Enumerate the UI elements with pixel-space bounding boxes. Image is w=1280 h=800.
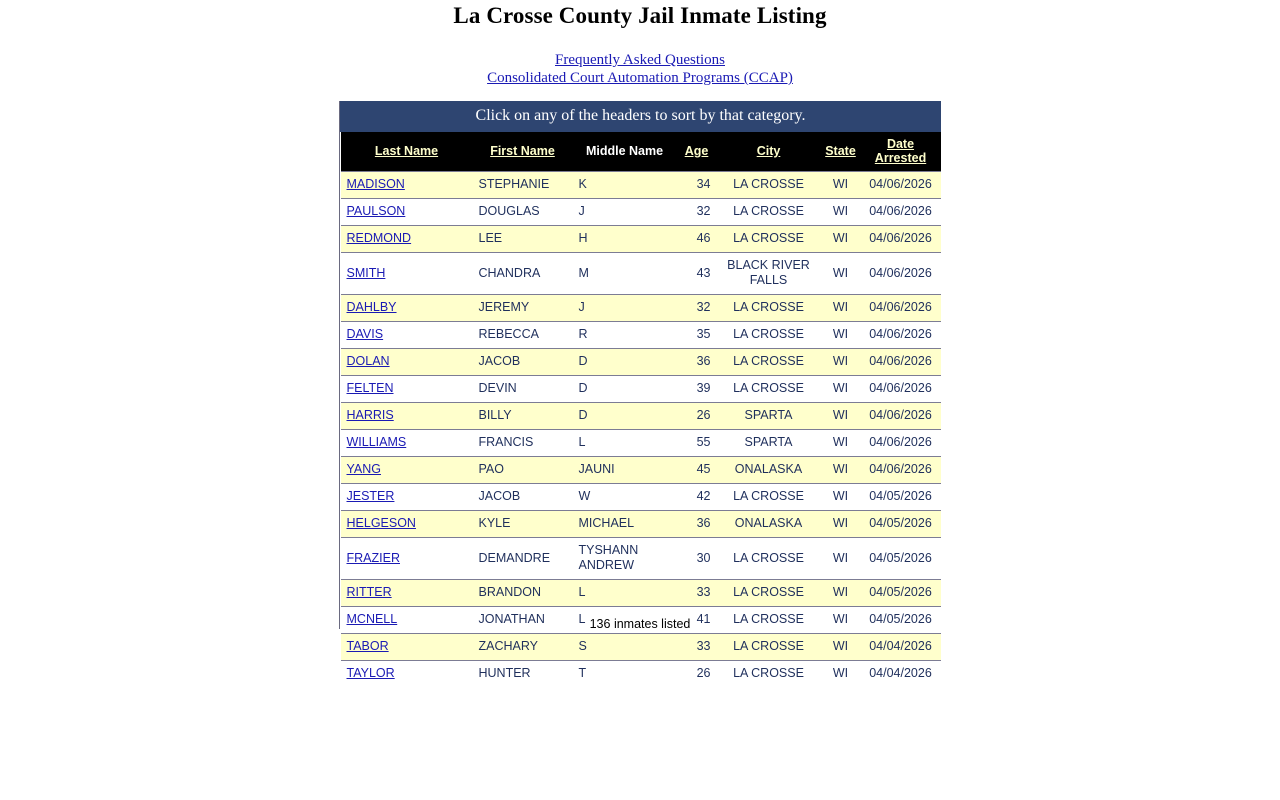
sort-banner-row [341,102,941,132]
cell-age: 26 [677,661,717,688]
cell-first-name: CHANDRA [473,253,573,295]
cell-first-name: STEPHANIE [473,172,573,199]
cell-last-name[interactable] [341,253,473,295]
column-header-row [341,132,941,172]
cell-state: WI [821,634,861,661]
cell-first-name: KYLE [473,511,573,538]
cell-last-name[interactable] [341,634,473,661]
cell-date-arrested: 04/05/2026 [861,580,941,607]
cell-date-arrested: 04/06/2026 [861,322,941,349]
inmate-detail-link[interactable]: MADISON [346,177,405,191]
cell-first-name: FRANCIS [473,430,573,457]
cell-age: 33 [677,580,717,607]
cell-last-name[interactable] [341,430,473,457]
page-title: La Crosse County Jail Inmate Listing [453,3,827,28]
cell-city: LA CROSSE [717,226,821,253]
table-row [341,634,941,661]
cell-city: LA CROSSE [717,661,821,688]
inmate-detail-link[interactable]: HELGESON [346,516,416,530]
inmate-detail-link[interactable]: REDMOND [346,231,412,245]
inmate-detail-link[interactable]: DAHLBY [346,300,397,314]
cell-age: 41 [677,607,717,634]
inmate-detail-link[interactable]: JESTER [346,489,395,503]
cell-middle-name: T [573,661,677,688]
cell-middle-name: L [573,580,677,607]
inmate-detail-link[interactable]: RITTER [346,585,392,599]
sort-banner-text: Click on any of the headers to sort by that category. [341,102,941,132]
cell-city: LA CROSSE [717,538,821,580]
cell-age: 35 [677,322,717,349]
cell-middle-name: J [573,295,677,322]
cell-age: 43 [677,253,717,295]
cell-first-name: JACOB [473,349,573,376]
link-ccap[interactable]: Consolidated Court Automation Programs (CCAP) [487,70,793,86]
cell-last-name[interactable] [341,403,473,430]
cell-first-name: JONATHAN [473,607,573,634]
cell-first-name: JACOB [473,484,573,511]
cell-date-arrested: 04/06/2026 [861,430,941,457]
cell-state: WI [821,511,861,538]
cell-last-name[interactable] [341,226,473,253]
cell-middle-name: MICHAEL [573,511,677,538]
cell-age: 26 [677,403,717,430]
table-row [341,376,941,403]
cell-age: 45 [677,457,717,484]
cell-middle-name: D [573,403,677,430]
inmate-count-label: 136 inmates listed [589,617,691,631]
inmate-detail-link[interactable]: TAYLOR [346,666,395,680]
cell-last-name[interactable] [341,484,473,511]
inmate-listing-table [340,101,941,687]
inmate-detail-link[interactable]: DAVIS [346,327,384,341]
cell-state: WI [821,199,861,226]
cell-age: 39 [677,376,717,403]
cell-middle-name: L [573,607,677,634]
cell-date-arrested: 04/06/2026 [861,349,941,376]
cell-state: WI [821,661,861,688]
cell-middle-name: JAUNI [573,457,677,484]
inmate-table-container [339,101,941,680]
cell-city: SPARTA [717,430,821,457]
inmate-detail-link[interactable]: YANG [346,462,381,476]
cell-state: WI [821,226,861,253]
cell-last-name[interactable] [341,172,473,199]
cell-city: LA CROSSE [717,199,821,226]
table-row [341,226,941,253]
sort-link-first-name[interactable]: First Name [490,144,555,158]
cell-last-name[interactable] [341,580,473,607]
cell-middle-name: R [573,322,677,349]
table-row [341,199,941,226]
sort-link-date-arrested[interactable]: Date Arrested [874,137,927,165]
cell-age: 42 [677,484,717,511]
cell-last-name[interactable] [341,295,473,322]
cell-first-name: BILLY [473,403,573,430]
cell-state: WI [821,607,861,634]
cell-last-name[interactable] [341,661,473,688]
cell-middle-name: K [573,172,677,199]
table-row [341,430,941,457]
cell-first-name: ZACHARY [473,634,573,661]
cell-state: WI [821,403,861,430]
cell-state: WI [821,322,861,349]
cell-date-arrested: 04/06/2026 [861,403,941,430]
cell-age: 32 [677,199,717,226]
cell-first-name: PAO [473,457,573,484]
cell-last-name[interactable] [341,199,473,226]
cell-city: LA CROSSE [717,634,821,661]
table-row [341,253,941,295]
cell-city: ONALASKA [717,457,821,484]
cell-first-name: DEVIN [473,376,573,403]
column-header-state[interactable] [821,132,861,172]
table-row [341,295,941,322]
cell-state: WI [821,538,861,580]
cell-city: LA CROSSE [717,580,821,607]
cell-city: BLACK RIVER FALLS [717,253,821,295]
header-links [0,51,1280,87]
cell-date-arrested: 04/06/2026 [861,253,941,295]
cell-date-arrested: 04/05/2026 [861,607,941,634]
cell-middle-name: L [573,430,677,457]
cell-middle-name: D [573,376,677,403]
cell-state: WI [821,295,861,322]
cell-age: 36 [677,511,717,538]
inmate-detail-link[interactable]: FELTEN [346,381,394,395]
cell-state: WI [821,457,861,484]
cell-city: ONALASKA [717,511,821,538]
cell-first-name: LEE [473,226,573,253]
inmate-detail-link[interactable]: MCNELL [346,612,398,626]
inmate-detail-link[interactable]: PAULSON [346,204,406,218]
cell-middle-name: TYSHANN ANDREW [573,538,677,580]
cell-state: WI [821,376,861,403]
cell-city: LA CROSSE [717,349,821,376]
cell-state: WI [821,430,861,457]
table-row [341,580,941,607]
inmate-rows [341,172,941,688]
cell-first-name: JEREMY [473,295,573,322]
cell-date-arrested: 04/06/2026 [861,199,941,226]
cell-age: 55 [677,430,717,457]
cell-last-name[interactable] [341,376,473,403]
cell-last-name[interactable] [341,538,473,580]
sort-link-city[interactable]: City [756,144,781,158]
cell-date-arrested: 04/06/2026 [861,172,941,199]
cell-middle-name: S [573,634,677,661]
table-row [341,172,941,199]
table-row [341,538,941,580]
column-header-date-arrested[interactable] [861,132,941,172]
cell-date-arrested: 04/06/2026 [861,226,941,253]
cell-last-name[interactable] [341,511,473,538]
inmate-detail-link[interactable]: HARRIS [346,408,394,422]
sort-link-age[interactable]: Age [684,144,709,158]
cell-first-name: BRANDON [473,580,573,607]
cell-last-name[interactable] [341,322,473,349]
cell-city: LA CROSSE [717,322,821,349]
cell-middle-name: M [573,253,677,295]
cell-city: LA CROSSE [717,607,821,634]
cell-city: SPARTA [717,403,821,430]
cell-date-arrested: 04/06/2026 [861,457,941,484]
cell-date-arrested: 04/06/2026 [861,376,941,403]
table-row [341,457,941,484]
cell-state: WI [821,172,861,199]
inmate-detail-link[interactable]: FRAZIER [346,550,400,565]
cell-age: 34 [677,172,717,199]
table-row [341,661,941,688]
cell-date-arrested: 04/06/2026 [861,295,941,322]
inmate-detail-link[interactable]: WILLIAMS [346,435,407,449]
inmate-detail-link[interactable]: SMITH [346,265,386,280]
cell-city: LA CROSSE [717,295,821,322]
cell-first-name: DOUGLAS [473,199,573,226]
cell-first-name: DEMANDRE [473,538,573,580]
cell-middle-name: H [573,226,677,253]
table-row [341,511,941,538]
cell-age: 33 [677,634,717,661]
inmate-table-clip [339,101,941,680]
cell-last-name[interactable] [341,457,473,484]
cell-last-name[interactable] [341,349,473,376]
table-row [341,484,941,511]
cell-city: LA CROSSE [717,172,821,199]
cell-state: WI [821,253,861,295]
column-header-city[interactable] [717,132,821,172]
cell-age: 30 [677,538,717,580]
cell-date-arrested: 04/04/2026 [861,661,941,688]
cell-city: LA CROSSE [717,376,821,403]
column-header-middle-name [573,132,677,172]
cell-city: LA CROSSE [717,484,821,511]
cell-state: WI [821,349,861,376]
cell-state: WI [821,484,861,511]
cell-age: 32 [677,295,717,322]
table-row [341,322,941,349]
table-row [341,349,941,376]
link-frequently-asked-questions[interactable]: Frequently Asked Questions [555,52,725,68]
cell-date-arrested: 04/05/2026 [861,484,941,511]
inmate-detail-link[interactable]: DOLAN [346,354,390,368]
cell-age: 36 [677,349,717,376]
cell-middle-name: J [573,199,677,226]
cell-date-arrested: 04/05/2026 [861,538,941,580]
sort-link-last-name[interactable]: Last Name [374,144,439,158]
sort-link-state[interactable]: State [825,144,856,158]
cell-age: 46 [677,226,717,253]
column-header-last-name[interactable] [341,132,473,172]
cell-date-arrested: 04/04/2026 [861,634,941,661]
column-header-age[interactable] [677,132,717,172]
cell-middle-name: D [573,349,677,376]
table-row [341,403,941,430]
label-middle-name: Middle Name [585,144,664,158]
cell-state: WI [821,580,861,607]
cell-first-name: REBECCA [473,322,573,349]
cell-middle-name: W [573,484,677,511]
inmate-detail-link[interactable]: TABOR [346,639,389,653]
cell-first-name: HUNTER [473,661,573,688]
column-header-first-name[interactable] [473,132,573,172]
cell-date-arrested: 04/05/2026 [861,511,941,538]
